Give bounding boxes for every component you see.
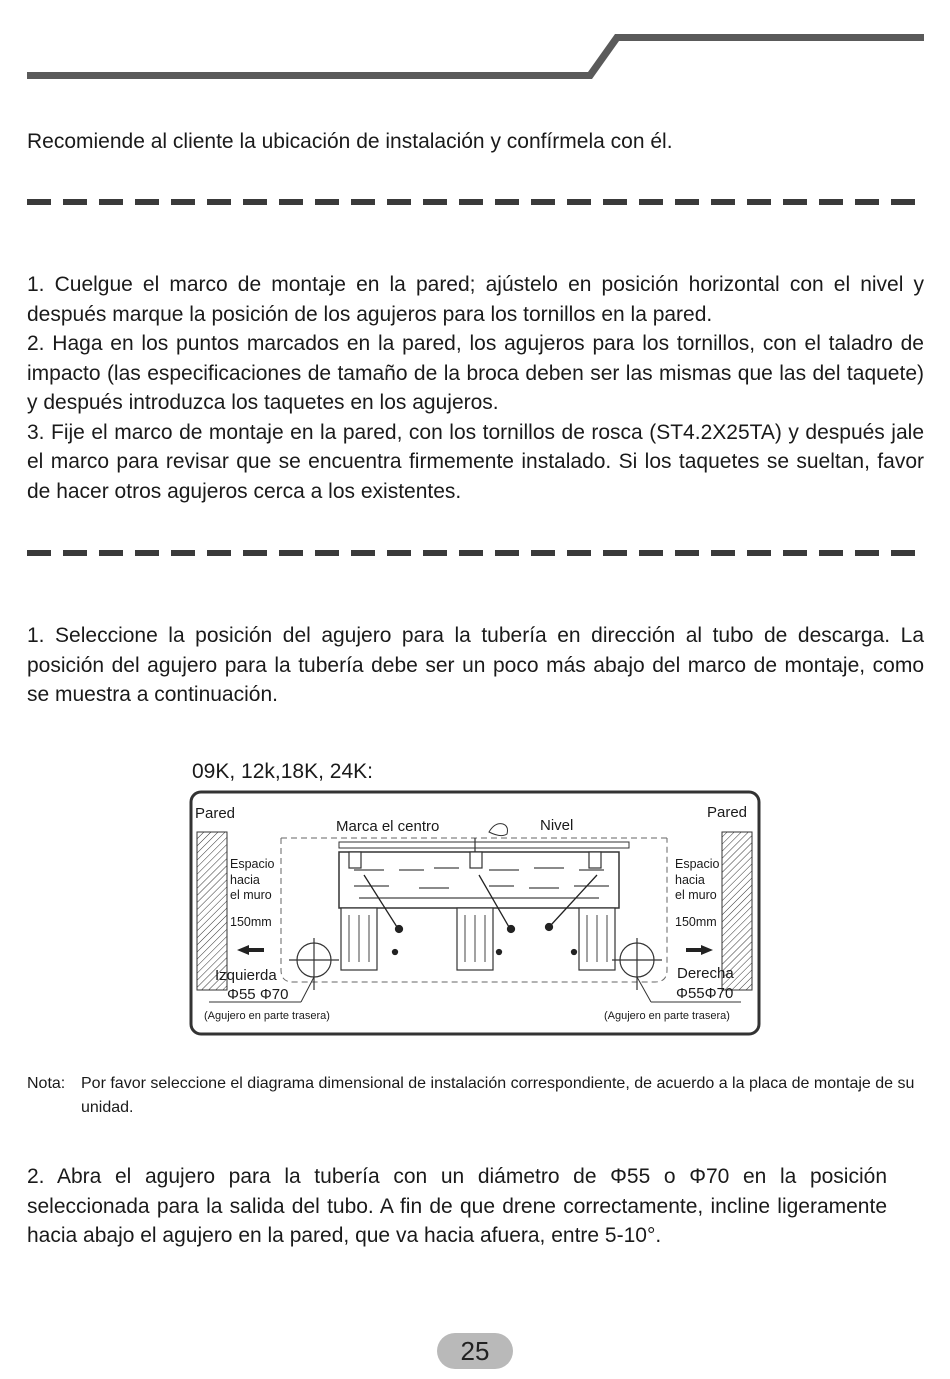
distance-label-right: 150mm — [675, 915, 717, 929]
wall-label-right: Pared — [707, 804, 748, 821]
distance-label-left: 150mm — [230, 915, 272, 929]
rear-hole-note-left: (Agujero en parte trasera) — [204, 1010, 330, 1022]
page-number: 25 — [437, 1333, 513, 1369]
pipe-step-2-text: 2. Abra el agujero para la tubería con un diámetro de Φ55 o Φ70 en la posición seleccionada para la salida del tubo. A fin de que drene correctamente, incline ligeramente hacia abajo el agujero en la pared, que va hacia afuera, entre 5-10°. — [27, 1165, 887, 1247]
mounting-diagram — [189, 790, 761, 1036]
note-text: Por favor seleccione el diagrama dimensional de instalación correspondiente, de acuerdo a la placa de montaje de su unidad. — [81, 1075, 915, 1116]
mounting-step-3: 3. Fije el marco de montaje en la pared, con los tornillos de rosca (ST4.2X25TA) y después jale el marco para revisar que se encuentra firmemente instalado. Si los taquetes se sueltan, favor de hacer otros agujeros cerca a los existentes. — [27, 420, 924, 503]
left-side-label: Izquierda — [215, 967, 277, 984]
wall-label-left: Pared — [195, 805, 236, 822]
level-label: Nivel — [540, 817, 574, 834]
intro-text: Recomiende al cliente la ubicación de instalación y confírmela con él. — [27, 130, 673, 153]
pipe-step-2 — [27, 1162, 887, 1251]
left-hole-diameter: Φ55 Φ70 — [227, 986, 289, 1003]
section-divider — [27, 198, 924, 206]
section-divider — [27, 549, 924, 557]
intro-paragraph — [27, 127, 924, 157]
header-bar — [0, 0, 950, 90]
pipe-step-1-text: 1. Seleccione la posición del agujero para la tubería en dirección al tubo de descarga. La posición del agujero para la tubería debe ser un poco más abajo del marco de montaje, como se muestra a continuación. — [27, 624, 924, 706]
rear-hole-note-right: (Agujero en parte trasera) — [604, 1010, 730, 1022]
note-label: Nota: — [27, 1075, 66, 1092]
mounting-steps — [27, 270, 924, 506]
mounting-step-2: 2. Haga en los puntos marcados en la pared, los agujeros para los tornillos, con el taladro de impacto (las especificaciones de tamaño de la broca deben ser las mismas que las del taquete) y después introduzca los taquetes en los agujeros. — [27, 332, 924, 414]
right-side-label: Derecha — [677, 965, 734, 982]
pipe-step-1 — [27, 621, 924, 710]
space-label-left: Espacio hacia el muro — [230, 857, 275, 902]
mounting-step-1: 1. Cuelgue el marco de montaje en la pared; ajústelo en posición horizontal con el nivel y después marque la posición de los agujeros para los tornillos en la pared. — [27, 273, 924, 326]
space-label-right: Espacio hacia el muro — [675, 857, 720, 902]
figure-caption: 09K, 12k,18K, 24K: — [192, 760, 373, 783]
center-mark-label: Marca el centro — [336, 818, 440, 835]
right-hole-diameter: Φ55Φ70 — [676, 985, 734, 1002]
